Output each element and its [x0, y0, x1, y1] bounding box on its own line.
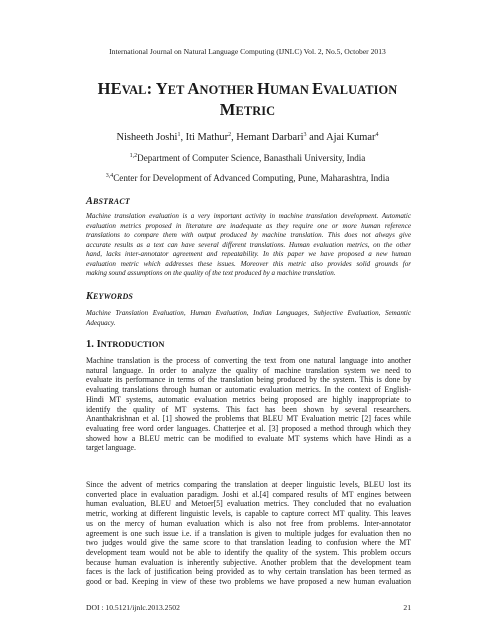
- abstract-text: Machine translation evaluation is a very important activity in machine translation development. Automatic evaluation metrics proposed in literature are inadequate as they require one or more human reference translations to compare them with output produced by machine translation. This does not always give accurate results as a text can have several different translations. Human evaluation metrics, on the other hand, lacks inter-annotator agreement and repeatability. In this paper we have proposed a new human evaluation metric which addresses these issues. Moreover this metric also provides solid grounds for making sound assumptions on the quality of the text produced by a machine translation.: [86, 212, 411, 277]
- title-line-1: HEVAL: YET ANOTHER HUMAN EVALUATION: [97, 79, 398, 98]
- affiliation: $^{1,2}$Department of Computer Science, Banasthali University, India: [129, 153, 366, 163]
- author-list: Nisheeth Joshi$^1$, Iti Mathur$^2$, Hemant Darbari$^3$ and Ajai Kumar$^4$: [116, 132, 379, 143]
- author: Nisheeth Joshi: [116, 132, 178, 143]
- author: Iti Mathur: [185, 132, 229, 143]
- author: Ajai Kumar: [326, 132, 376, 143]
- page-number: 21: [403, 603, 411, 612]
- keywords-heading: KEYWORDS: [86, 291, 134, 302]
- body-paragraph: Since the advent of metrics comparing the translation at deeper linguistic levels, BLEU lost its converted place in evaluation paradigm. Joshi et al.[4] compared results of MT engines between human evaluation, BLEU and Metoer[5] evaluation metrics. They concluded that no evaluation metric, working at different linguistic levels, is capable to capture correct MT quality. This leaves us on the mercy of human evaluation which is also not free from problems. Inter-annotator agreement is one such issue i.e. if a translation is given to multiple judges for evaluation then no two judges would give the same score to that translation leading to confusion where the MT development team would not be able to identify the quality of the system. This problem occurs because human evaluation is inherently subjective. Another problem that the development team faces is the lack of justification being provided as to why certain translation has been termed as good or bad. Keeping in view of these two problems we have proposed a new human evaluation: [86, 480, 411, 587]
- paper-title: [0, 79, 495, 121]
- doi-footer: DOI : 10.5121/ijnlc.2013.2502: [86, 603, 180, 612]
- introduction-heading: 1. INTRODUCTION: [86, 339, 165, 350]
- keywords-text: Machine Translation Evaluation, Human Evaluation, Indian Languages, Subjective Evaluation, Semantic Adequacy.: [86, 309, 411, 327]
- title-line-2: METRIC: [219, 100, 276, 119]
- affiliation: $^{3,4}$Center for Development of Advanced Computing, Pune, Maharashtra, India: [105, 173, 390, 183]
- running-head: International Journal on Natural Language Computing (IJNLC) Vol. 2, No.5, October 2013: [109, 47, 386, 56]
- author: Hemant Darbari: [236, 132, 304, 143]
- body-paragraph: Machine translation is the process of converting the text from one natural language into another natural language. In order to analyze the quality of machine translation system we need to evaluate its performance in terms of the translation being produced by the system. This is done by evaluating translations through human or automatic evaluation metrics. In the context of English- Hindi MT systems, automatic evaluation metrics being proposed are highly inappropriate to identify the quality of MT systems. This fact has been shown by several researchers. Ananthakrishnan et al. [1] showed the problems that BLEU MT Evaluation metric [2] faces while evaluating free word order languages. Chatterjee et al. [3] proposed a method through which they showed how a BLEU metric can be modified to evaluate MT systems which have Hindi as a target language.: [86, 356, 411, 453]
- abstract-heading: ABSTRACT: [86, 196, 130, 207]
